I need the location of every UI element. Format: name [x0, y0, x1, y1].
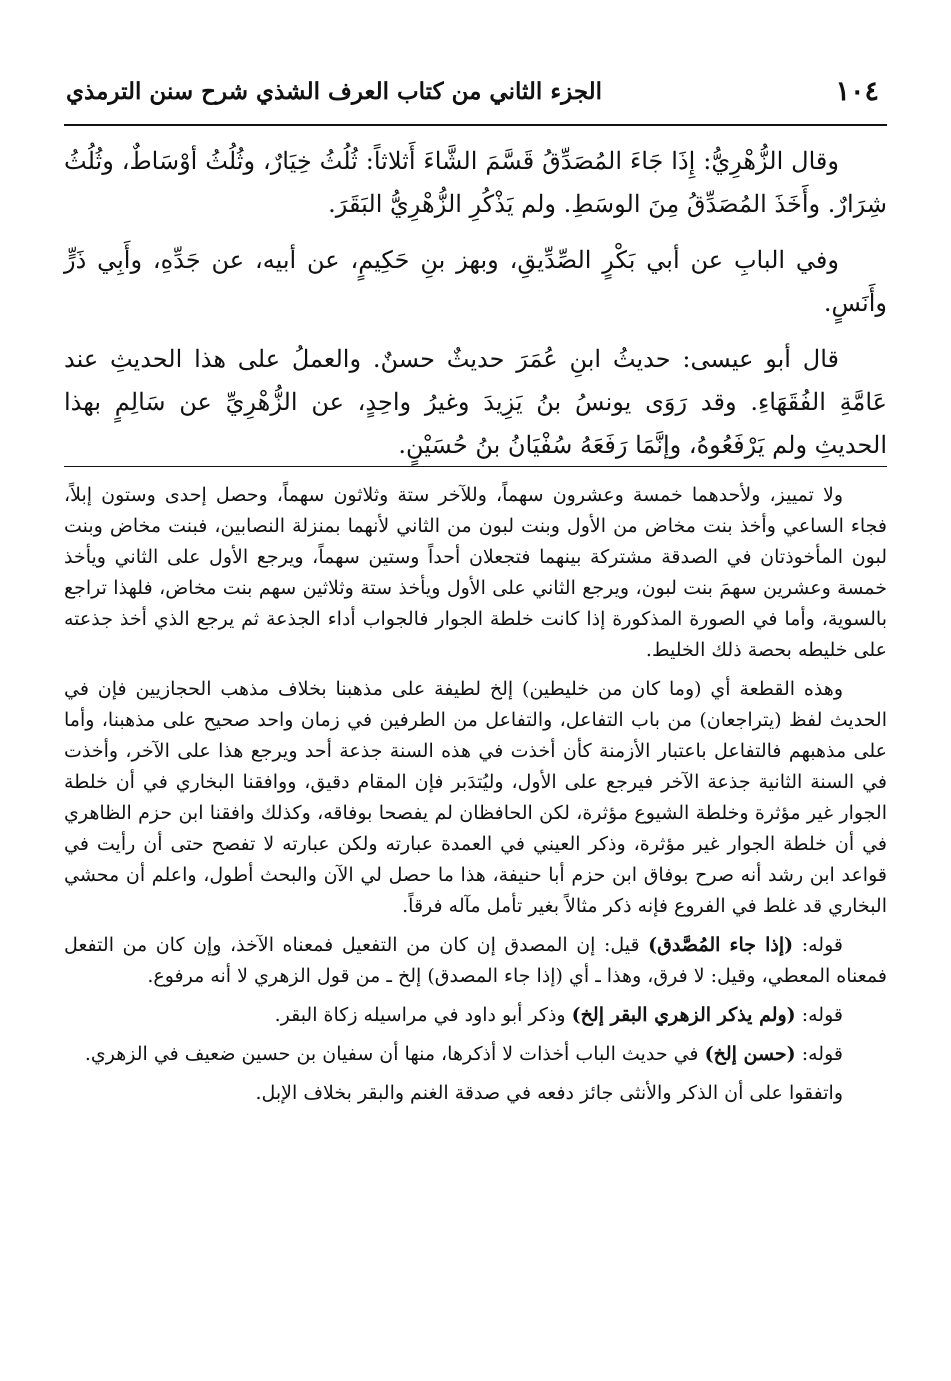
commentary-paragraph-6: واتفقوا على أن الذكر والأنثى جائز دفعه في صدقة الغنم والبقر بخلاف الإبل. — [255, 1082, 843, 1104]
main-text — [64, 140, 887, 480]
commentary-text: وذكر أبو داود في مراسيله زكاة البقر. — [274, 1004, 566, 1026]
commentary-paragraph-5 — [64, 1039, 887, 1070]
commentary-paragraph-2: وهذه القطعة أي (وما كان من خليطين) إلخ لطيفة على مذهبنا بخلاف مذهب الحجازيين فإن في الحديث لفظ (يتراجعان) من باب التفاعل، والتفاعل من الطرفين في زمان واحد صحيح على مذهبنا، وأما على مذهبهم فالتفاعل باعتبار الأزمنة كأن أخذت في هذه السنة جذعة أحد ويرجع هذا على الآخر، وأخذت في السنة الثانية جذعة الآخر فيرجع على الأول، وليُتدَبر فإن المقام دقيق، ووافقنا البخاري في أن خلطة الجوار غير مؤثرة وخلطة الشيوع مؤثرة، لكن الحافظان لم يفصحا بوفاقه، وكذلك وافقنا ابن حزم الظاهري في أن خلطة الجوار غير مؤثرة، وذكر العيني في العمدة عبارته ولكن عبارته لا تفصح حتى أن رأيت في قواعد ابن رشد أنه صرح بوفاق ابن حزم أبا حنيفة، هذا ما حصل لي الآن والبحث أطول، واعلم أن محشي البخاري قد غلط في الفروع فإنه ذكر مثالاً بغير تأمل مآله فرقاً. — [64, 678, 887, 917]
main-paragraph-abu-isa: قال أبو عيسى: حديثُ ابنِ عُمَرَ حديثٌ حسنٌ. والعملُ على هذا الحديثِ عند عَامَّةِ الفُقَهَاءِ. وقد رَوَى يونسُ بنُ يَزِيدَ وغيرُ واحِدٍ، عن الزُّهْرِيِّ عن سَالِمٍ بهذا الحديثِ ولم يَرْفَعُوهُ، وإنَّمَا رَفَعَهُ سُفْيَانُ بنُ حُسَيْنٍ. — [64, 345, 887, 459]
main-paragraph-zuhri: وقال الزُّهْرِيُّ: إِذَا جَاءَ المُصَدِّقُ قَسَّمَ الشَّاءَ أَثلاثاً: ثُلُثُ خِيَارٌ، وثُلُثُ أوْسَاطٌ، وثُلُثُ شِرَارٌ. وأَخَذَ المُصَدِّقُ مِنَ الوسَطِ. ولم يَذْكُرِ الزُّهْرِيُّ البَقَرَ. — [64, 147, 887, 218]
footnote-rule — [64, 466, 887, 467]
lemma: (ولم يذكر الزهري البقر إلخ) — [571, 1004, 796, 1026]
commentary-paragraph-3 — [64, 930, 887, 992]
lemma: (إذا جاء المُصَّدق) — [648, 934, 794, 956]
commentary-text: في حديث الباب أخذات لا أذكرها، منها أن سفيان بن حسين ضعيف في الزهري. — [84, 1043, 699, 1065]
header-rule — [64, 124, 887, 126]
qawluhu-label: قوله: — [801, 1043, 843, 1065]
lemma: (حسن إلخ) — [704, 1043, 796, 1065]
main-paragraph-bab: وفي البابِ عن أبي بَكْرٍ الصِّدِّيقِ، وبهز بنِ حَكِيمٍ، عن أبيه، عن جَدِّهِ، وأَبِي ذَرٍّ وأَنَسٍ. — [64, 246, 887, 317]
qawluhu-label: قوله: — [801, 1004, 843, 1026]
commentary-text: قيل: إن المصدق إن كان من التفعيل فمعناه الآخذ، وإن كان من التفعل فمعناه المعطي، وقيل: لا فرق، وهذا ـ أي (إذا جاء المصدق) إلخ ـ من قول الزهري لا أنه مرفوع. — [64, 934, 887, 987]
page-header — [64, 74, 887, 124]
commentary-paragraph-1: ولا تمييز، ولأحدهما خمسة وعشرون سهماً، وللآخر ستة وثلاثون سهماً، وحصل إحدى وستون إبلاً، فجاء الساعي وأخذ بنت مخاض من الأول وبنت لبون من الثاني لأنهما بمنزلة النصابين، فبنت مخاض وبنت لبون المأخوذتان في الصدقة مشتركة بينهما فتجعلان أحداً وستين سهماً، ويرجع الأول على الثاني ويأخذ خمسة وعشرين سهمَ بنت لبون، ويرجع الثاني على الأول ويأخذ ستة وثلاثين سهم بنت مخاض، فلهذا تراجع بالسوية، وأما في الصورة المذكورة إذا كانت خلطة الجوار فالجواب أداء الجذعة ثم يرجع الذي أخذ جذعته على خليطه بحصة ذلك الخليط. — [64, 484, 887, 661]
qawluhu-label: قوله: — [801, 934, 843, 956]
commentary — [64, 480, 887, 1117]
commentary-paragraph-4 — [64, 1000, 887, 1031]
page-number: ١٠٤ — [835, 76, 879, 107]
running-title: الجزء الثاني من كتاب العرف الشذي شرح سنن الترمذي — [66, 78, 603, 105]
